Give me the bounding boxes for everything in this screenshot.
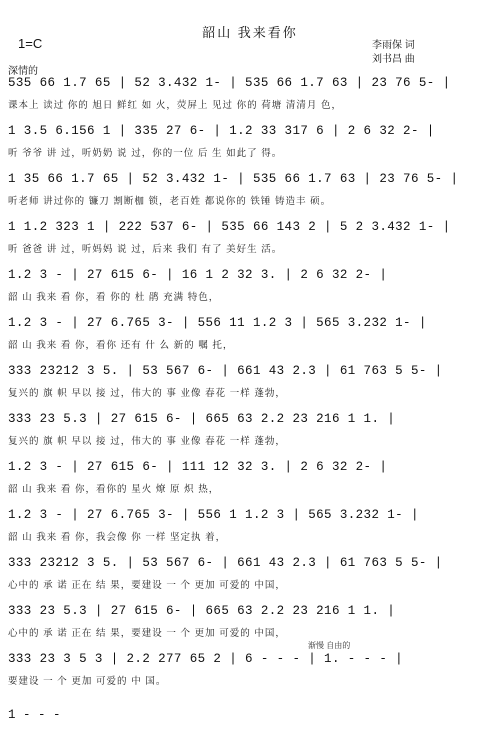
lyricist-credit: 李雨保 词 [372,40,415,51]
composer-credit: 刘书昌 曲 [372,54,415,65]
score-row [8,172,492,220]
lyric-line: 课本上 读过 你的 旭日 鲜红 如 火，荧屏上 见过 你的 荷塘 清清月 色， [8,100,343,111]
song-title: 韶山 我来看你 [202,25,298,40]
notation-line: 1.2 3 - | 27 6.765 3- | 556 11 1.2 3 | 565 3.232 1- | [8,316,427,330]
key-signature: 1=C [18,36,43,51]
score-row [8,460,492,508]
lyric-line: 韶 山 我来 看 你，看你的 星火 燎 原 炽 热， [8,484,220,495]
expression-annotation: 渐慢 自由的 [308,641,351,650]
lyric-line: 听老师 讲过你的 镰刀 割断枷 锁，老百姓 都说你的 铁锤 铸造丰 硕。 [8,196,332,207]
score-row [8,641,492,700]
score-row [8,124,492,172]
lyric-line: 心中的 承 诺 正在 结 果，要建设 一 个 更加 可爱的 中国， [8,580,286,591]
lyric-line: 韶 山 我来 看 你，我会像 你 一样 坚定执 着， [8,532,227,543]
score-row [8,220,492,268]
lyric-line: 复兴的 旗 帜 早以 接 过，伟大的 事 业像 春花 一样 蓬勃， [8,388,286,399]
lyric-line: 听 爸爸 讲 过，听妈妈 说 过，后来 我们 有了 美好生 活。 [8,244,283,255]
lyric-line: 听 爷爷 讲 过，听奶奶 说 过，你的一位 后 生 如此了 得。 [8,148,283,159]
notation-line: 1.2 3 - | 27 6.765 3- | 556 1 1.2 3 | 565 3.232 1- | [8,508,419,522]
notation-line: 1 3.5 6.156 1 | 335 27 6- | 1.2 33 317 6 | 2 6 32 2- | [8,124,435,138]
score-row [8,556,492,604]
score-row [8,76,492,124]
notation-line: 535 66 1.7 65 | 52 3.432 1- | 535 66 1.7 63 | 23 76 5- | [8,76,451,90]
notation-line: 333 23 5.3 | 27 615 6- | 665 63 2.2 23 216 1 1. | [8,412,396,426]
score-row [8,412,492,460]
score-row [8,604,492,652]
notation-line: 1.2 3 - | 27 615 6- | 111 12 32 3. | 2 6 32 2- | [8,460,388,474]
notation-line: 333 23212 3 5. | 53 567 6- | 661 43 2.3 | 61 763 5 5- | [8,364,443,378]
lyric-line: 复兴的 旗 帜 早以 接 过，伟大的 事 业像 春花 一样 蓬勃， [8,436,286,447]
score-row [8,268,492,316]
lyric-line: 韶 山 我来 看 你，看你 还有 什 么 新的 嘱 托， [8,340,234,351]
score-row [8,316,492,364]
lyric-line: 要建设 一 个 更加 可爱的 中 国。 [8,676,167,687]
final-measure: 1 - - - [8,708,61,722]
lyric-line: 韶 山 我来 看 你，看 你的 杜 鹃 充满 特色， [8,292,220,303]
score-row [8,364,492,412]
notation-line: 1 35 66 1.7 65 | 52 3.432 1- | 535 66 1.7 63 | 23 76 5- | [8,172,459,186]
notation-line: 1 1.2 323 1 | 222 537 6- | 535 66 143 2 | 5 2 3.432 1- | [8,220,451,234]
lyric-line: 心中的 承 诺 正在 结 果，要建设 一 个 更加 可爱的 中国， [8,628,286,639]
score-row [8,508,492,556]
tempo-marking: 深情的 [8,66,38,77]
notation-line: 333 23212 3 5. | 53 567 6- | 661 43 2.3 | 61 763 5 5- | [8,556,443,570]
notation-line: 333 23 3 5 3 | 2.2 277 65 2 | 6 - - - | 1. - - - | [8,652,404,666]
notation-line: 1.2 3 - | 27 615 6- | 16 1 2 32 3. | 2 6 32 2- | [8,268,388,282]
notation-line: 333 23 5.3 | 27 615 6- | 665 63 2.2 23 216 1 1. | [8,604,396,618]
